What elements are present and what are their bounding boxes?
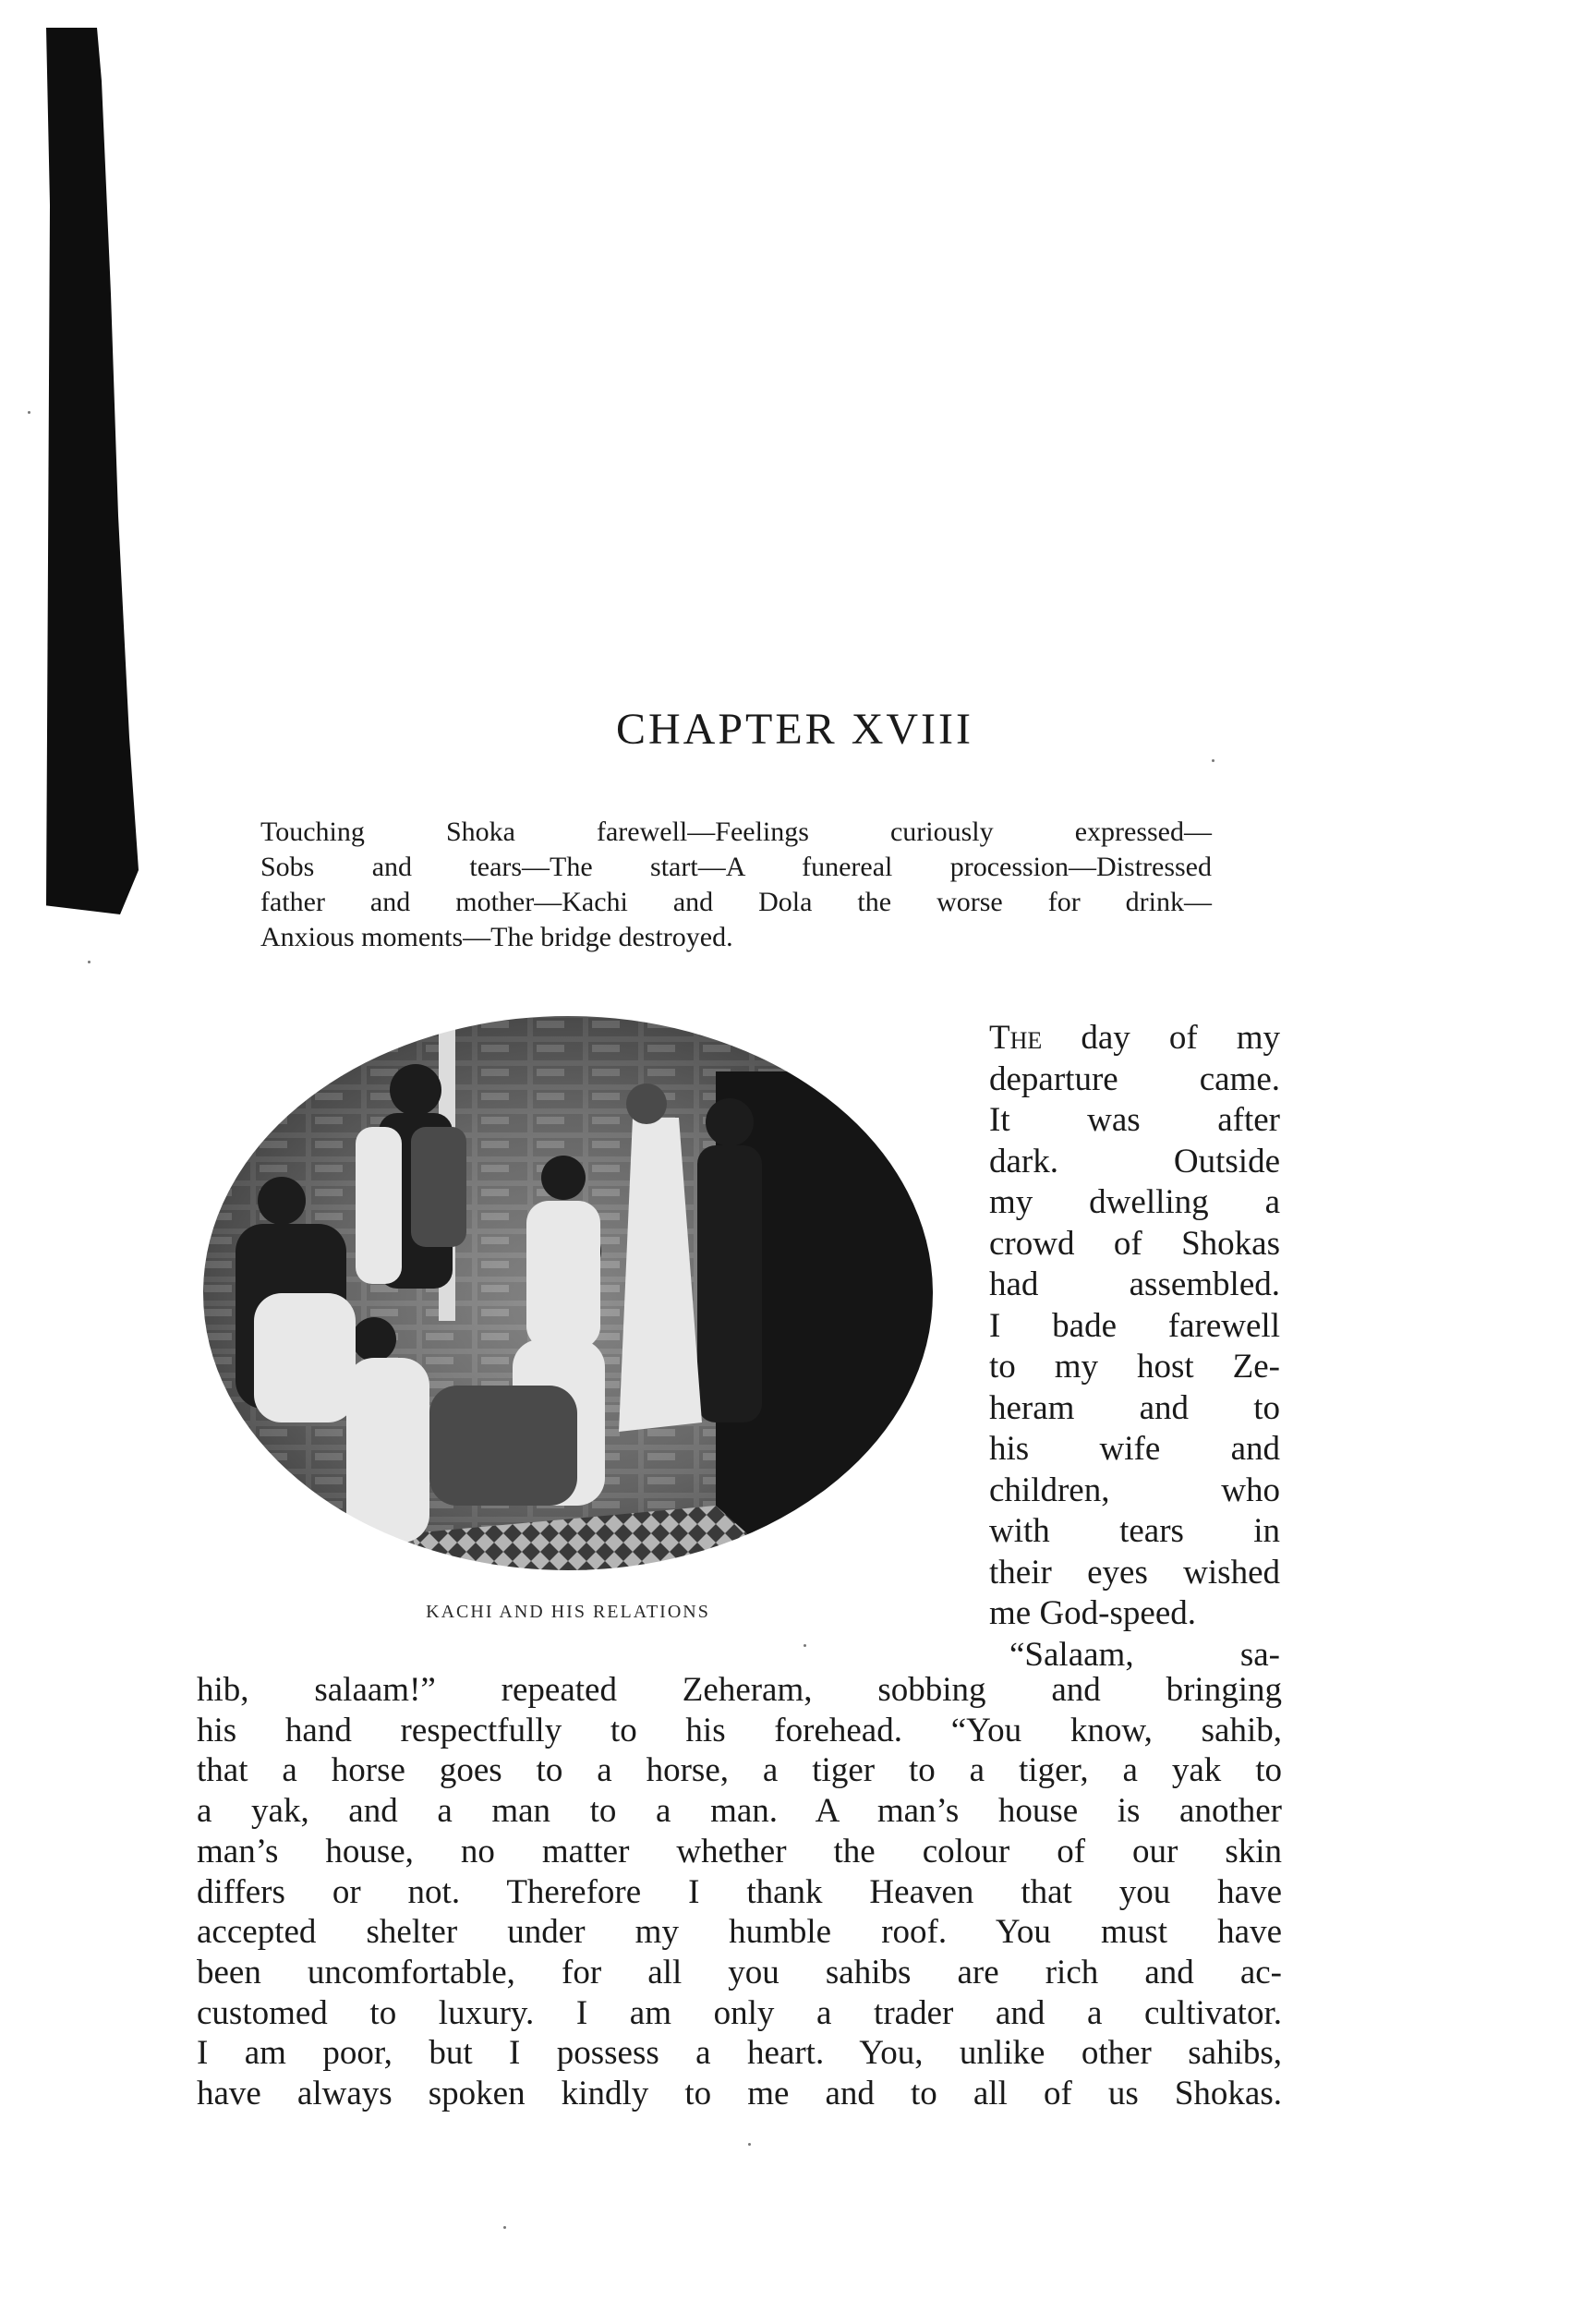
text-line: dark. Outside	[989, 1142, 1280, 1180]
chapter-title: CHAPTER XVIII	[616, 705, 973, 754]
text-line: been uncomfortable, for all you sahibs are rich and ac-	[197, 1953, 1282, 1991]
side-column-text	[989, 1018, 1280, 1676]
text-line: man’s house, no matter whether the colour of our skin	[197, 1832, 1282, 1870]
synopsis-line: Sobs and tears—The start—A funereal procession—Distressed	[260, 852, 1212, 882]
text-line: I bade farewell	[989, 1306, 1280, 1345]
text-line: his hand respectfully to his forehead. “You know, sahib,	[197, 1711, 1282, 1749]
text-line: It was after	[989, 1101, 1280, 1139]
text-line: children, who	[989, 1471, 1280, 1509]
body-paragraph	[197, 1670, 1282, 2114]
text-line: differs or not. Therefore I thank Heaven that you have	[197, 1872, 1282, 1911]
text-line: his wife and	[989, 1430, 1280, 1468]
figure-caption: KACHI AND HIS RELATIONS	[426, 1602, 710, 1622]
text-line: customed to luxury. I am only a trader and a cultivator.	[197, 1993, 1282, 2032]
text-line: departure came.	[989, 1059, 1280, 1098]
chapter-synopsis	[260, 815, 1212, 955]
text-line: a yak, and a man to a man. A man’s house is another	[197, 1792, 1282, 1831]
synopsis-line: father and mother—Kachi and Dola the worse for drink—	[260, 887, 1212, 917]
text-line: have always spoken kindly to me and to all of us Shokas.	[197, 2075, 1282, 2113]
text-line: The day of my	[989, 1019, 1280, 1057]
text-line: me God-speed.	[989, 1594, 1196, 1632]
text-line: accepted shelter under my humble roof. You must have	[197, 1913, 1282, 1952]
synopsis-line: Anxious moments—The bridge destroyed.	[260, 922, 733, 952]
text-line: hib, salaam!” repeated Zeheram, sobbing and bringing	[197, 1671, 1282, 1709]
text-line: “Salaam, sa-	[1009, 1635, 1280, 1674]
synopsis-line: Touching Shoka farewell—Feelings curiously expressed—	[260, 817, 1212, 847]
text-line: that a horse goes to a horse, a tiger to a tiger, a yak to	[197, 1751, 1282, 1790]
text-line: to my host Ze-	[989, 1348, 1280, 1386]
text-line: had assembled.	[989, 1265, 1280, 1303]
text-line: their eyes wished	[989, 1553, 1280, 1592]
text-line: I am poor, but I possess a heart. You, unlike other sahibs,	[197, 2034, 1282, 2073]
text-line: my dwelling a	[989, 1183, 1280, 1221]
text-line: heram and to	[989, 1388, 1280, 1427]
text-line: with tears in	[989, 1512, 1280, 1550]
text-line: crowd of Shokas	[989, 1224, 1280, 1263]
scan-edge-shadow	[46, 28, 139, 914]
drop-word: The	[989, 1019, 1043, 1057]
photo-figure	[199, 1016, 937, 1622]
group-photograph	[199, 1016, 937, 1589]
